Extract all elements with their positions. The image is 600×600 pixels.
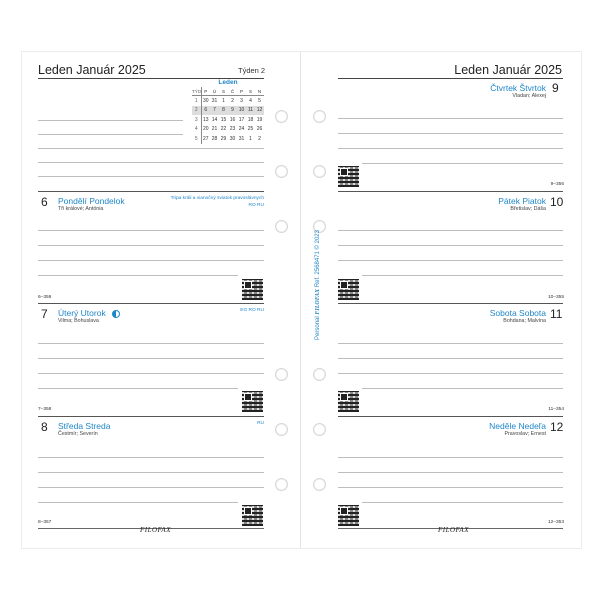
- writing-line: [338, 487, 563, 488]
- mini-calendar-day: 1: [249, 135, 252, 142]
- writing-line: [38, 343, 264, 344]
- mini-calendar-header: P: [237, 87, 246, 96]
- mini-calendar-day: 2: [258, 135, 261, 142]
- mini-calendar-day: 4: [249, 97, 252, 104]
- mini-calendar-day: 5: [258, 97, 261, 104]
- writing-line: [38, 148, 264, 149]
- mini-calendar-day: 14: [211, 116, 218, 123]
- header-rule: [338, 78, 563, 79]
- writing-line: [38, 275, 238, 276]
- writing-line: [362, 163, 563, 164]
- mini-calendar: [192, 79, 264, 144]
- mini-calendar-day: 30: [229, 135, 236, 142]
- day-name: Pátek Piatok: [498, 196, 546, 206]
- mini-calendar-week: 2: [192, 106, 201, 116]
- day-of-year: 9–356: [550, 182, 564, 187]
- day-divider: [338, 191, 563, 192]
- mini-calendar-day: 22: [220, 126, 227, 133]
- writing-line: [338, 245, 563, 246]
- mini-calendar-day: 21: [211, 126, 218, 133]
- writing-line: [38, 487, 264, 488]
- writing-line: [338, 457, 563, 458]
- writing-line: [38, 245, 264, 246]
- day-number: 6: [41, 195, 48, 209]
- week-label: Týden 2: [238, 66, 266, 75]
- month-title: Leden Január 2025: [38, 63, 146, 77]
- mini-calendar-day: 31: [211, 97, 218, 104]
- binder-hole: [313, 368, 326, 381]
- day-number: 9: [552, 81, 559, 95]
- day-name: Sobota Sobota: [489, 308, 546, 318]
- day-number: 8: [41, 420, 48, 434]
- writing-line: [338, 343, 563, 344]
- holiday-countries: EG RO RU: [240, 308, 264, 313]
- day-of-year: 11–354: [548, 407, 564, 412]
- writing-line: [338, 118, 563, 119]
- month-title: Leden Január 2025: [454, 63, 562, 77]
- day-of-year: 6–359: [38, 295, 52, 300]
- mini-calendar-day: 27: [202, 135, 209, 142]
- holiday-note: Tripa králi a vianočný sviatok pravoslávnych: [170, 196, 264, 201]
- day-divider: [338, 303, 563, 304]
- right-page: [301, 52, 581, 548]
- name-days: Vilma; Bohuslava: [58, 318, 99, 324]
- qr-code: [338, 279, 359, 300]
- qr-code: [338, 166, 359, 187]
- day-number: 10: [550, 195, 564, 209]
- day-of-year: 10–355: [547, 295, 564, 300]
- binder-hole: [313, 165, 326, 178]
- mini-calendar-day: 17: [238, 116, 245, 123]
- binder-hole: [275, 165, 288, 178]
- mini-calendar-header: S: [219, 87, 228, 96]
- side-imprint-brand: FILOFAX: [315, 288, 321, 315]
- writing-line: [38, 472, 264, 473]
- day-name: [58, 308, 120, 318]
- day-name: Středa Streda: [58, 421, 111, 431]
- mini-calendar-day: 31: [238, 135, 245, 142]
- mini-calendar-week: 4: [192, 125, 201, 135]
- day-name: Čtvrtek Štvrtok: [490, 83, 546, 93]
- writing-line: [338, 260, 563, 261]
- moon-phase-icon: [112, 310, 120, 318]
- writing-line: [38, 260, 264, 261]
- day-divider: [38, 303, 264, 304]
- day-number: 12: [550, 420, 564, 434]
- day-name: Pondělí Pondelok: [58, 196, 125, 206]
- side-imprint: [315, 230, 321, 340]
- binder-hole: [275, 368, 288, 381]
- name-days: Pravoslav; Ernest: [504, 431, 546, 437]
- day-of-year: 8–357: [38, 520, 52, 525]
- writing-line: [338, 472, 563, 473]
- mini-calendar-day: 30: [202, 97, 209, 104]
- writing-line: [362, 388, 563, 389]
- writing-line: [338, 230, 563, 231]
- mini-calendar-day: 15: [220, 116, 227, 123]
- holiday-countries: RO RU: [248, 203, 264, 208]
- mini-calendar-header: Ú: [210, 87, 219, 96]
- binder-hole: [313, 478, 326, 491]
- holiday-countries: RU: [257, 421, 264, 426]
- day-divider: [38, 416, 264, 417]
- mini-calendar-day: 8: [219, 106, 228, 116]
- qr-code: [338, 391, 359, 412]
- mini-calendar-day: 18: [247, 116, 254, 123]
- writing-line: [38, 358, 264, 359]
- writing-line: [38, 457, 264, 458]
- writing-line: [362, 502, 563, 503]
- day-number: 7: [41, 307, 48, 321]
- mini-calendar-day: 25: [247, 126, 254, 133]
- qr-code: [242, 505, 263, 526]
- mini-calendar-week: 1: [192, 96, 201, 106]
- filofax-logo: FILOFAX: [140, 526, 171, 534]
- mini-calendar-day: 7: [210, 106, 219, 116]
- mini-calendar-day: 12: [256, 107, 263, 114]
- mini-calendar-header: P: [201, 87, 210, 96]
- mini-calendar-day: 3: [240, 97, 243, 104]
- mini-calendar-day: 16: [229, 116, 236, 123]
- writing-line: [38, 373, 264, 374]
- mini-calendar-day: 23: [229, 126, 236, 133]
- qr-code: [338, 505, 359, 526]
- writing-line: [38, 134, 183, 135]
- mini-calendar-header: N: [255, 87, 264, 96]
- mini-calendar-day: 19: [256, 116, 263, 123]
- writing-line: [338, 133, 563, 134]
- writing-line: [338, 148, 563, 149]
- day-name: Neděle Nedeľa: [489, 421, 546, 431]
- mini-calendar-header: TÝD: [192, 88, 202, 94]
- mini-calendar-day: 9: [228, 106, 237, 116]
- side-imprint-prefix: Personal: [315, 316, 321, 340]
- name-days: Břetislav; Dáša: [510, 206, 546, 212]
- mini-calendar-header: Č: [228, 87, 237, 96]
- day-divider: [338, 416, 563, 417]
- binder-hole: [313, 423, 326, 436]
- binder-hole: [313, 110, 326, 123]
- filofax-logo: FILOFAX: [438, 526, 469, 534]
- mini-calendar-header: S: [246, 87, 255, 96]
- writing-line: [338, 373, 563, 374]
- name-days: Vladan; Alexej: [512, 93, 546, 99]
- mini-calendar-day: 13: [202, 116, 209, 123]
- day-of-year: 12–353: [547, 520, 564, 525]
- binder-hole: [275, 110, 288, 123]
- mini-calendar-day: 10: [238, 107, 245, 114]
- mini-calendar-title: Leden: [218, 79, 238, 86]
- mini-calendar-day: 24: [238, 126, 245, 133]
- writing-line: [362, 275, 563, 276]
- name-days: Bohdana; Malvína: [503, 318, 546, 324]
- day-divider: [38, 191, 264, 192]
- page-fold: [300, 52, 301, 548]
- mini-calendar-day: 29: [220, 135, 227, 142]
- binder-hole: [275, 423, 288, 436]
- mini-calendar-week: 5: [192, 134, 201, 144]
- writing-line: [38, 502, 238, 503]
- day-of-year: 7–358: [38, 407, 52, 412]
- writing-line: [38, 388, 238, 389]
- binder-hole: [275, 220, 288, 233]
- qr-code: [242, 391, 263, 412]
- binder-hole: [275, 478, 288, 491]
- writing-line: [338, 358, 563, 359]
- mini-calendar-week: 3: [192, 115, 201, 125]
- day-number: 11: [550, 307, 563, 321]
- qr-code: [242, 279, 263, 300]
- mini-calendar-day: 2: [231, 97, 234, 104]
- writing-line: [38, 162, 264, 163]
- writing-line: [38, 120, 183, 121]
- name-days: Tři králové; Antónia: [58, 206, 104, 212]
- mini-calendar-day: 20: [202, 126, 209, 133]
- mini-calendar-day: 28: [211, 135, 218, 142]
- mini-calendar-day: 26: [256, 126, 263, 133]
- mini-calendar-day: 1: [222, 97, 225, 104]
- side-imprint-ref: Ref. 2568471: [315, 251, 321, 288]
- writing-line: [38, 176, 264, 177]
- mini-calendar-day: 6: [201, 106, 210, 116]
- name-days: Čestmír; Severín: [58, 431, 98, 437]
- mini-calendar-day: 11: [247, 107, 254, 114]
- side-imprint-copyright: © 2023: [315, 230, 321, 250]
- writing-line: [38, 230, 264, 231]
- day-name-text: Úterý Utorok: [58, 308, 106, 318]
